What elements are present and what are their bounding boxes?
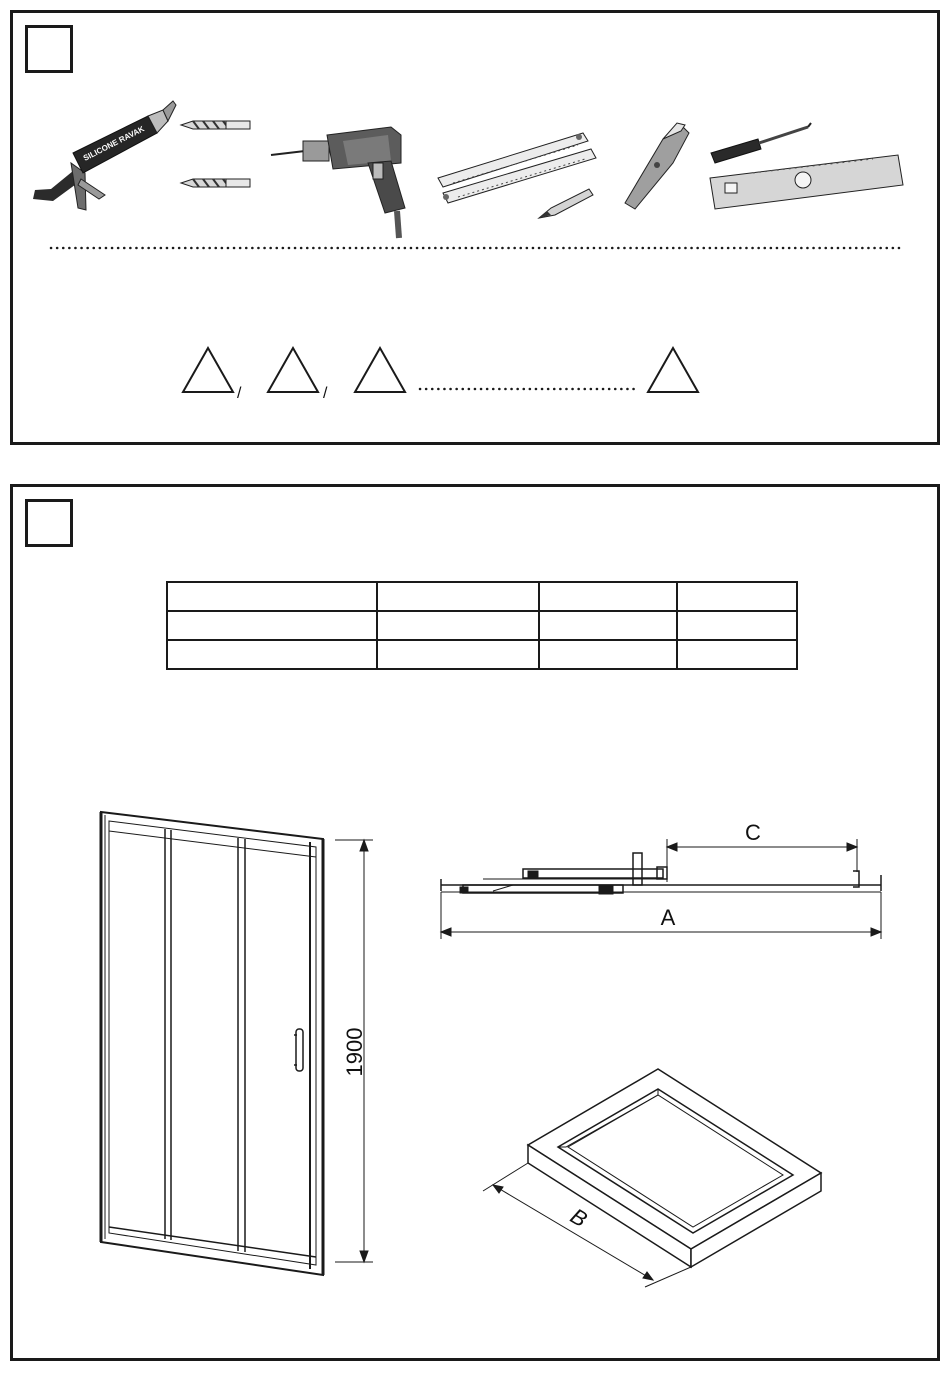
warning-triangle-icon xyxy=(355,348,405,392)
silicone-gun-icon xyxy=(33,101,176,210)
separator-slash-2: / xyxy=(323,385,328,402)
utility-knife-icon xyxy=(625,123,689,209)
warning-triangle-icon xyxy=(648,348,698,392)
shower-tray-icon xyxy=(528,1069,821,1267)
power-drill-icon xyxy=(271,127,405,238)
drill-bit-icon xyxy=(181,179,250,187)
dimension-drawings xyxy=(13,487,943,1364)
height-dimension-label: 1900 xyxy=(342,1027,367,1077)
c-dimension-line xyxy=(667,839,857,882)
screwdriver-icon xyxy=(711,123,811,163)
silicone-label: SILICONE RAVAK xyxy=(81,124,146,163)
shower-door-top-view xyxy=(441,853,881,894)
dimensions-panel xyxy=(10,484,940,1361)
spirit-level-icon xyxy=(710,155,903,209)
c-dimension-label: C xyxy=(745,820,761,845)
tools-panel xyxy=(10,10,940,445)
warning-triangle-icon xyxy=(183,348,233,392)
warning-triangle-icon xyxy=(268,348,318,392)
a-dimension-label: A xyxy=(660,905,676,930)
pencil-icon xyxy=(539,189,593,218)
separator-slash-1: / xyxy=(237,385,242,402)
folding-ruler-icon xyxy=(438,133,596,203)
shower-door-front-view xyxy=(101,812,323,1275)
tools-illustration xyxy=(13,13,943,448)
door-handle-icon xyxy=(296,1029,303,1071)
b-dimension-label: B xyxy=(566,1203,592,1233)
drill-bit-icon xyxy=(181,121,250,129)
